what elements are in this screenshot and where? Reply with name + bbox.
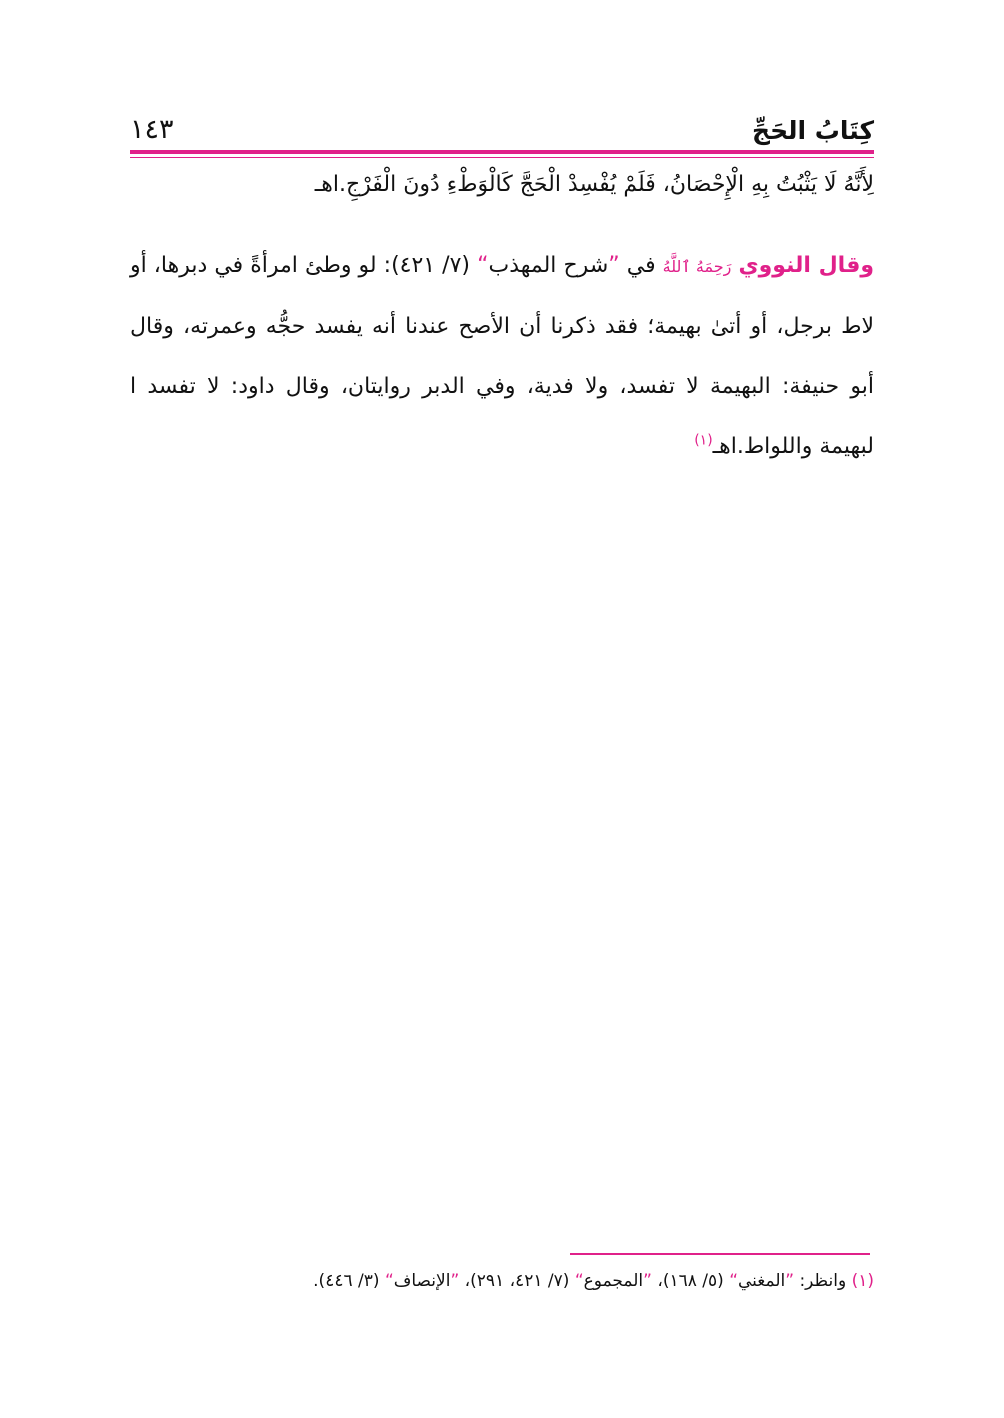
footnote-quote: “ <box>729 1271 738 1291</box>
footnote-separator <box>570 1253 870 1255</box>
speaker-name: وقال النووي <box>738 253 875 278</box>
footnote-quote: ” <box>643 1271 652 1291</box>
footnote-source: الإنصاف <box>393 1271 451 1291</box>
footnote-number: (١) <box>851 1271 874 1291</box>
close-quote: “ <box>477 253 489 278</box>
open-quote: ” <box>608 253 620 278</box>
quoted-text-line: لِأَنَّهُ لَا يَثْبُتُ بِهِ الْإِحْصَانُ، فَلَمْ يُفْسِدْ الْحَجَّ كَالْوَطْءِ دُونَ الْفَرْجِ.اهـ <box>314 172 874 197</box>
footnote-source-ref: (٧/ ٤٢١، ٢٩١)، <box>459 1271 575 1291</box>
paragraph-text: لو وطئ امرأةً في دبرها، أو لاط برجل، أو أتىٰ بهيمة؛ فقد ذكرنا أن الأصح عندنا أنه يفسد حجُّه وعمرته، وقال أبو حنيفة: البهيمة لا تفسد، ولا فدية، وفي الدبر روايتان، وقال داود: لا تفسد ا لبهيمة واللواط.اهـ <box>130 253 874 459</box>
header-rule-thin <box>130 157 874 158</box>
footnote-reference[interactable]: (١) <box>694 432 713 449</box>
footnote-quote: ” <box>450 1271 460 1291</box>
footnote-source-ref: (٥/ ١٦٨)، <box>651 1271 730 1291</box>
footnote-source-ref: (٣/ ٤٤٦). <box>313 1271 385 1291</box>
nawawi-paragraph <box>130 236 874 477</box>
footnote-quote: “ <box>574 1271 584 1291</box>
footnote-quote: “ <box>384 1271 394 1291</box>
body-text <box>130 160 874 477</box>
in-word: في <box>619 253 663 278</box>
book-title: شرح المهذب <box>488 253 609 278</box>
footnote-source: المجموع <box>583 1271 644 1291</box>
footnote <box>130 1266 874 1296</box>
header-rule-thick <box>130 150 874 154</box>
footnote-quote: ” <box>785 1271 795 1291</box>
book-reference: (٧/ ٤٢١): <box>376 253 478 278</box>
page-header <box>130 112 874 152</box>
footnote-lead: وانظر: <box>794 1271 852 1291</box>
footnote-source: المغني <box>738 1271 786 1291</box>
chapter-title: كِتَابُ الحَجِّ <box>752 116 874 145</box>
honorific-symbol: رَحِمَهُ ٱللَّهُ <box>662 257 732 276</box>
page-number: ١٤٣ <box>130 114 174 145</box>
